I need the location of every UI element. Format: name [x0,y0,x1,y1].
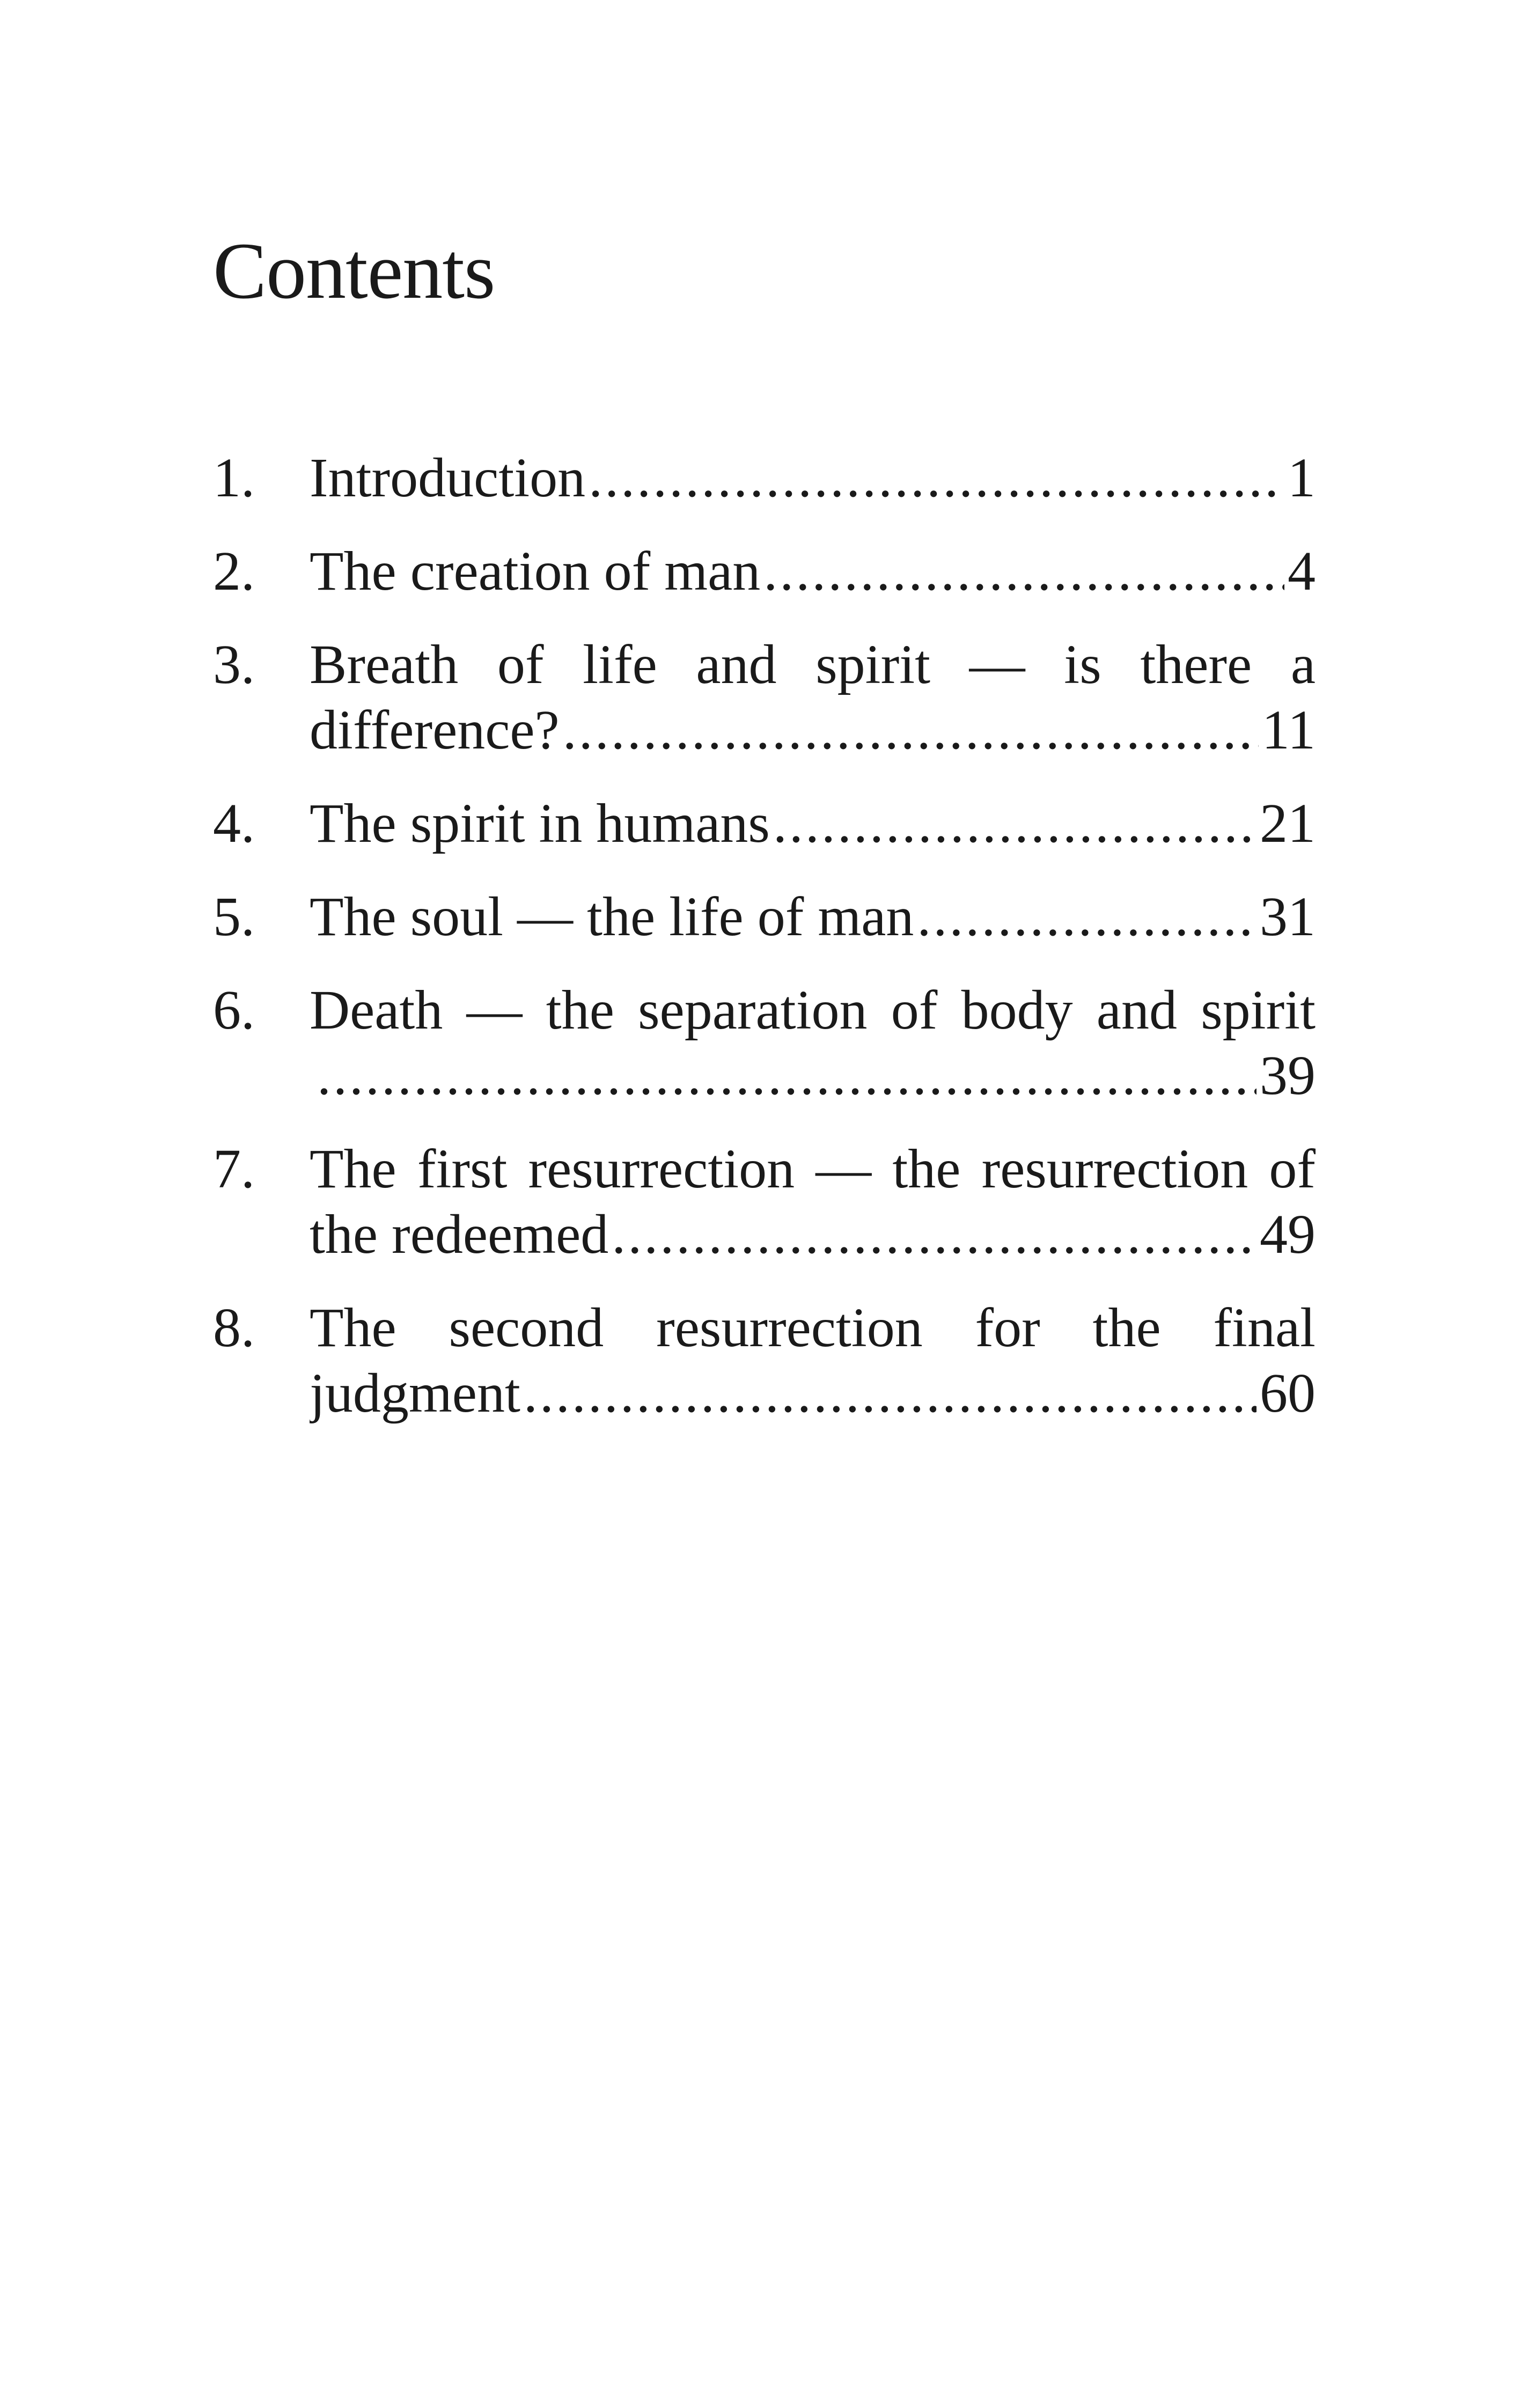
entry-body [310,632,1316,763]
toc-entry [213,445,1316,511]
entry-line [310,1202,1316,1267]
entry-number: 8. [213,1297,255,1359]
entry-body [310,539,1316,604]
page-number: 60 [1260,1362,1316,1424]
dot-leader [317,1043,1257,1108]
entry-number: 4. [213,792,255,854]
entry-number: 2. [213,540,255,602]
dot-leader [524,1361,1257,1426]
entry-number: 1. [213,447,255,509]
entry-title-line: The first resurrection — the resurrection of [310,1138,1316,1200]
entry-line [310,445,1316,511]
entry-body [310,445,1316,511]
page-number: 1 [1288,447,1316,509]
entry-number: 6. [213,979,255,1041]
dot-leader [917,884,1257,950]
page-number: 11 [1261,699,1316,761]
entry-line [310,1043,1316,1108]
entry-body [310,884,1316,950]
page-number: 31 [1260,886,1316,948]
entry-line [310,1361,1316,1426]
toc-entry [213,884,1316,950]
page-number: 39 [1260,1045,1316,1106]
toc-entry [213,632,1316,763]
entry-title: The soul — the life of man [310,886,914,948]
entry-body [310,978,1316,1108]
toc-entry [213,791,1316,856]
entry-title: Introduction [310,447,586,509]
entry-body [310,1136,1316,1267]
entry-number: 5. [213,886,255,948]
entry-line [310,884,1316,950]
entry-title-line: Breath of life and spirit — is there a [310,634,1316,695]
page-number: 49 [1260,1203,1316,1265]
page-number: 21 [1260,792,1316,854]
toc-entry [213,539,1316,604]
entry-number: 3. [213,634,255,695]
entry-body [310,1295,1316,1426]
entry-line [310,539,1316,604]
entry-title-line: Death — the separation of body and spirit [310,979,1316,1041]
dot-leader [589,445,1284,511]
toc-entry [213,1295,1316,1426]
toc-entry [213,978,1316,1108]
entry-title-line: The second resurrection for the final [310,1297,1316,1359]
dot-leader [563,698,1259,763]
page-number: 4 [1288,540,1316,602]
page-title: Contents [213,226,495,315]
entry-number: 7. [213,1138,255,1200]
toc-entry [213,1136,1316,1267]
entry-line [310,791,1316,856]
dot-leader [763,539,1284,604]
entry-title-continued: the redeemed [310,1203,609,1265]
dot-leader [612,1202,1257,1267]
entry-line [310,698,1316,763]
dot-leader [773,791,1257,856]
entry-title: The spirit in humans [310,792,770,854]
entry-title-continued: difference? [310,699,560,761]
entry-body [310,791,1316,856]
entry-title: The creation of man [310,540,761,602]
table-of-contents [213,445,1316,1454]
entry-title-continued: judgment [310,1362,520,1424]
